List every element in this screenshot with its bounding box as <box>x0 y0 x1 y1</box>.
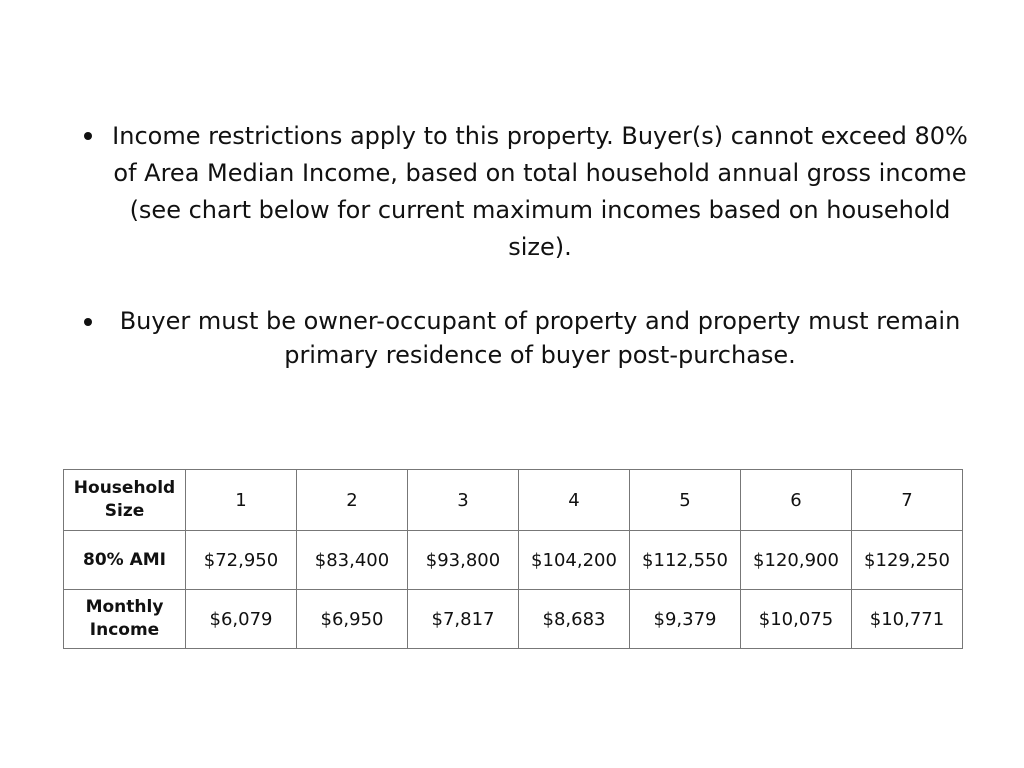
table-cell: 7 <box>852 470 963 531</box>
table-row-80-ami <box>64 531 963 590</box>
table-cell: $83,400 <box>297 531 408 590</box>
table-cell: $8,683 <box>519 590 630 649</box>
table-cell: $10,771 <box>852 590 963 649</box>
table-cell: $104,200 <box>519 531 630 590</box>
table-cell: 5 <box>630 470 741 531</box>
table-cell: $112,550 <box>630 531 741 590</box>
table-cell: 1 <box>186 470 297 531</box>
bullet-item-owner-occupant <box>80 304 970 372</box>
table-cell: $129,250 <box>852 531 963 590</box>
table-cell: $9,379 <box>630 590 741 649</box>
row-header: 80% AMI <box>64 531 186 590</box>
table-row-monthly-income <box>64 590 963 649</box>
bullet-item-income-restrictions <box>80 118 970 266</box>
table-cell: $7,817 <box>408 590 519 649</box>
table-cell: 3 <box>408 470 519 531</box>
bullet-text: Income restrictions apply to this property. Buyer(s) cannot exceed 80% of Area Median Income, based on total household annual gross income (see chart below for current maximum incomes based on household size). <box>112 122 968 261</box>
table-cell: 6 <box>741 470 852 531</box>
table-row-household-size <box>64 470 963 531</box>
table-cell: $93,800 <box>408 531 519 590</box>
table-cell: $120,900 <box>741 531 852 590</box>
row-header: Household Size <box>64 470 186 531</box>
bullet-text: Buyer must be owner-occupant of property and property must remain primary residence of buyer post-purchase. <box>119 307 961 369</box>
table-cell: $10,075 <box>741 590 852 649</box>
table-cell: 4 <box>519 470 630 531</box>
row-header: Monthly Income <box>64 590 186 649</box>
bullet-dot-icon <box>84 318 92 326</box>
table-cell: $6,950 <box>297 590 408 649</box>
bullet-dot-icon <box>84 132 92 140</box>
table-cell: $6,079 <box>186 590 297 649</box>
bullet-list <box>80 118 970 372</box>
table-cell: 2 <box>297 470 408 531</box>
income-limits-table <box>63 469 963 649</box>
table-cell: $72,950 <box>186 531 297 590</box>
